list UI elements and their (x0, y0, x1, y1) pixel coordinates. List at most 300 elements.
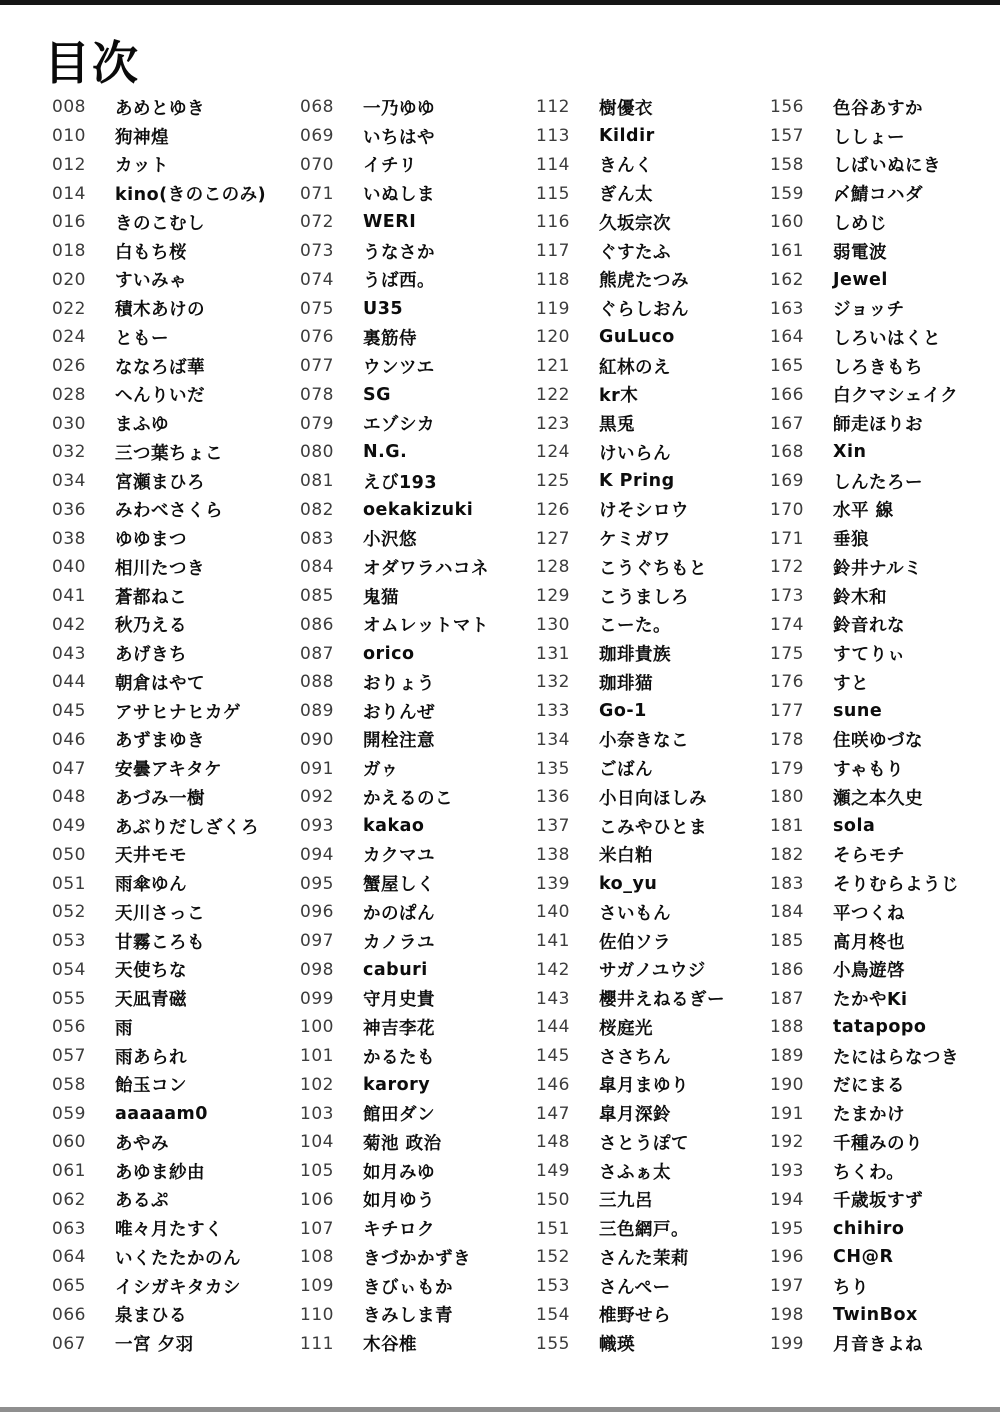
toc-entry (536, 898, 781, 927)
entry-artist-name: すてりぃ (833, 645, 906, 666)
entry-artist-name: きんく (599, 156, 653, 177)
entry-artist-name: ちくわ。 (833, 1162, 905, 1183)
entry-page-number: 053 (52, 931, 86, 952)
toc-entry (300, 754, 545, 783)
entry-page-number: 179 (770, 758, 804, 779)
entry-page-number: 105 (300, 1161, 334, 1182)
entry-artist-name: 小鳥遊啓 (833, 961, 905, 982)
entry-page-number: 141 (536, 931, 570, 952)
entry-artist-name: caburi (363, 959, 428, 980)
entry-artist-name: GuLuco (599, 327, 675, 348)
toc-entry (52, 1243, 297, 1272)
toc-entry (300, 1329, 545, 1358)
entry-artist-name: さいもん (599, 903, 671, 924)
toc-column-4 (770, 93, 1000, 1358)
toc-entry (300, 611, 545, 640)
entry-artist-name: こーた。 (599, 616, 671, 637)
toc-entry (770, 323, 1000, 352)
toc-entry (300, 898, 545, 927)
entry-page-number: 056 (52, 1017, 86, 1038)
entry-page-number: 164 (770, 327, 804, 348)
entry-artist-name: あやみ (115, 1133, 169, 1154)
toc-entry (770, 409, 1000, 438)
toc-entry (52, 1071, 297, 1100)
toc-entry (52, 1301, 297, 1330)
entry-page-number: 169 (770, 471, 804, 492)
toc-entry (536, 1157, 781, 1186)
entry-artist-name: 木谷椎 (363, 1335, 417, 1356)
entry-artist-name: へんりいだ (115, 386, 205, 407)
toc-entry (536, 611, 781, 640)
toc-entry (300, 237, 545, 266)
toc-entry (300, 323, 545, 352)
entry-page-number: 160 (770, 212, 804, 233)
toc-entry (770, 1329, 1000, 1358)
entry-page-number: 148 (536, 1132, 570, 1153)
toc-entry (536, 409, 781, 438)
entry-page-number: 081 (300, 471, 334, 492)
entry-artist-name: キチロク (363, 1220, 435, 1241)
toc-entry (52, 898, 297, 927)
toc-entry (52, 1099, 297, 1128)
entry-artist-name: 佐伯ソラ (599, 932, 671, 953)
entry-artist-name: 千歳坂すず (833, 1191, 924, 1212)
entry-page-number: 194 (770, 1189, 804, 1210)
entry-artist-name: 守月史貴 (363, 990, 435, 1011)
entry-page-number: 121 (536, 356, 570, 377)
entry-artist-name: 住咲ゆづな (833, 731, 923, 752)
entry-artist-name: アサヒナヒカゲ (115, 702, 241, 723)
entry-artist-name: さんぺー (599, 1277, 671, 1298)
toc-entry (52, 323, 297, 352)
toc-entry (536, 93, 781, 122)
entry-artist-name: 一乃ゆゆ (363, 98, 435, 119)
entry-page-number: 024 (52, 327, 86, 348)
entry-artist-name: こうぐちもと (599, 558, 707, 579)
entry-artist-name: いくたたかのん (115, 1248, 241, 1269)
toc-entry (300, 381, 545, 410)
toc-entry (536, 697, 781, 726)
entry-page-number: 069 (300, 126, 334, 147)
entry-page-number: 199 (770, 1333, 804, 1354)
toc-entry (300, 151, 545, 180)
toc-entry (770, 467, 1000, 496)
entry-page-number: 032 (52, 442, 86, 463)
entry-page-number: 028 (52, 384, 86, 405)
entry-page-number: 132 (536, 672, 570, 693)
entry-page-number: 072 (300, 212, 334, 233)
entry-artist-name: しめじ (833, 213, 887, 234)
entry-artist-name: うなさか (363, 242, 435, 263)
entry-page-number: 110 (300, 1304, 334, 1325)
entry-artist-name: 櫻井えねるぎー (599, 990, 725, 1011)
entry-artist-name: 皐月深鈴 (599, 1105, 671, 1126)
toc-entry (770, 697, 1000, 726)
entry-page-number: 026 (52, 356, 86, 377)
entry-artist-name: kino(きのこのみ) (115, 185, 267, 206)
entry-artist-name: あづみ一樹 (115, 788, 205, 809)
entry-artist-name: イチリ (363, 156, 417, 177)
entry-artist-name: 開栓注意 (363, 731, 435, 752)
entry-page-number: 142 (536, 959, 570, 980)
entry-page-number: 196 (770, 1247, 804, 1268)
toc-entry (300, 93, 545, 122)
toc-entry (770, 956, 1000, 985)
entry-page-number: 079 (300, 413, 334, 434)
toc-entry (536, 1013, 781, 1042)
entry-page-number: 042 (52, 614, 86, 635)
entry-artist-name: 千種みのり (833, 1133, 923, 1154)
entry-page-number: 143 (536, 988, 570, 1009)
entry-artist-name: ししょー (833, 127, 905, 148)
entry-artist-name: 三九呂 (599, 1191, 653, 1212)
entry-artist-name: Kildir (599, 126, 655, 147)
entry-page-number: 038 (52, 528, 86, 549)
entry-page-number: 112 (536, 97, 570, 118)
toc-entry (52, 553, 297, 582)
entry-page-number: 182 (770, 844, 804, 865)
toc-entry (536, 208, 781, 237)
toc-entry (300, 122, 545, 151)
entry-page-number: 137 (536, 816, 570, 837)
toc-entry (536, 151, 781, 180)
toc-entry (770, 611, 1000, 640)
entry-page-number: 174 (770, 614, 804, 635)
entry-artist-name: ko_yu (599, 873, 658, 894)
toc-entry (536, 553, 781, 582)
entry-artist-name: おりょう (363, 673, 435, 694)
entry-artist-name: 一宮 夕羽 (115, 1335, 194, 1356)
toc-entry (300, 783, 545, 812)
entry-page-number: 177 (770, 701, 804, 722)
toc-entry (52, 208, 297, 237)
entry-page-number: 036 (52, 499, 86, 520)
toc-entry (52, 496, 297, 525)
entry-page-number: 191 (770, 1103, 804, 1124)
entry-page-number: 168 (770, 442, 804, 463)
entry-artist-name: 白もち桜 (115, 242, 187, 263)
entry-artist-name: 天凪青磁 (115, 990, 187, 1011)
entry-artist-name: いぬしま (363, 185, 435, 206)
entry-page-number: 165 (770, 356, 804, 377)
entry-page-number: 134 (536, 729, 570, 750)
toc-entry (52, 1157, 297, 1186)
toc-entry (536, 323, 781, 352)
toc-entry (770, 1301, 1000, 1330)
toc-entry (536, 122, 781, 151)
entry-artist-name: 鬼猫 (363, 587, 399, 608)
entry-artist-name: けそシロウ (599, 501, 689, 522)
entry-artist-name: ごばん (599, 760, 653, 781)
entry-artist-name: U35 (363, 298, 404, 319)
entry-artist-name: 三つ葉ちょこ (115, 443, 223, 464)
toc-entry (536, 1214, 781, 1243)
entry-artist-name: 雨あられ (115, 1047, 187, 1068)
entry-artist-name: あめとゆき (115, 98, 205, 119)
entry-page-number: 147 (536, 1103, 570, 1124)
entry-page-number: 080 (300, 442, 334, 463)
entry-page-number: 118 (536, 269, 570, 290)
toc-entry (300, 956, 545, 985)
entry-page-number: 082 (300, 499, 334, 520)
entry-artist-name: 水平 線 (833, 501, 894, 522)
toc-entry (536, 1071, 781, 1100)
entry-artist-name: chihiro (833, 1218, 905, 1239)
entry-page-number: 157 (770, 126, 804, 147)
entry-page-number: 101 (300, 1046, 334, 1067)
entry-artist-name: きのこむし (115, 213, 205, 234)
entry-page-number: 115 (536, 183, 570, 204)
entry-page-number: 054 (52, 959, 86, 980)
entry-page-number: 010 (52, 126, 86, 147)
entry-artist-name: サガノユウジ (599, 961, 706, 982)
entry-page-number: 030 (52, 413, 86, 434)
entry-artist-name: 熊虎たつみ (599, 271, 689, 292)
entry-page-number: 077 (300, 356, 334, 377)
entry-page-number: 041 (52, 586, 86, 607)
entry-page-number: 049 (52, 816, 86, 837)
entry-page-number: 063 (52, 1218, 86, 1239)
toc-entry (52, 668, 297, 697)
entry-artist-name: そりむらようじ (833, 875, 959, 896)
toc-entry (300, 496, 545, 525)
toc-entry (52, 1042, 297, 1071)
entry-artist-name: 宮瀬まひろ (115, 472, 205, 493)
toc-entry (300, 266, 545, 295)
toc-entry (770, 1099, 1000, 1128)
entry-artist-name: すと (833, 673, 869, 694)
entry-page-number: 094 (300, 844, 334, 865)
toc-entry (300, 1186, 545, 1215)
entry-page-number: 104 (300, 1132, 334, 1153)
entry-artist-name: ささちん (599, 1047, 671, 1068)
toc-entry (52, 524, 297, 553)
entry-page-number: 048 (52, 787, 86, 808)
entry-artist-name: 天井モモ (115, 846, 187, 867)
toc-entry (300, 1042, 545, 1071)
entry-page-number: 014 (52, 183, 86, 204)
toc-entry (536, 179, 781, 208)
toc-column-1 (52, 93, 297, 1358)
entry-artist-name: ガゥ (363, 760, 399, 781)
toc-entry (536, 1301, 781, 1330)
toc-entry (300, 582, 545, 611)
entry-page-number: 074 (300, 269, 334, 290)
entry-artist-name: すゃもり (833, 760, 904, 781)
entry-artist-name: 安曇アキタケ (115, 760, 223, 781)
toc-entry (52, 1186, 297, 1215)
entry-artist-name: 平つくね (833, 903, 905, 924)
entry-page-number: 060 (52, 1132, 86, 1153)
toc-entry (300, 352, 545, 381)
toc-entry (770, 1186, 1000, 1215)
entry-artist-name: 瀬之本久史 (833, 788, 923, 809)
toc-entry (536, 381, 781, 410)
entry-page-number: 156 (770, 97, 804, 118)
toc-entry (770, 726, 1000, 755)
entry-page-number: 122 (536, 384, 570, 405)
entry-artist-name: かえるのこ (363, 788, 453, 809)
toc-entry (300, 1099, 545, 1128)
toc-entry (770, 93, 1000, 122)
toc-entry (300, 524, 545, 553)
entry-page-number: 106 (300, 1189, 334, 1210)
entry-artist-name: 椎野せら (599, 1306, 671, 1327)
entry-artist-name: 鈴井ナルミ (833, 558, 923, 579)
bottom-edge-bar (0, 1407, 1000, 1412)
toc-entry (770, 1042, 1000, 1071)
toc-entry (536, 1243, 781, 1272)
toc-entry (52, 122, 297, 151)
toc-entry (52, 869, 297, 898)
entry-artist-name: いちはや (363, 127, 435, 148)
toc-entry (300, 553, 545, 582)
entry-page-number: 116 (536, 212, 570, 233)
entry-artist-name: SG (363, 384, 391, 405)
entry-page-number: 138 (536, 844, 570, 865)
toc-entry (52, 812, 297, 841)
toc-entry (536, 783, 781, 812)
entry-artist-name: 黒兎 (599, 415, 635, 436)
entry-artist-name: だにまる (833, 1076, 905, 1097)
toc-entry (536, 869, 781, 898)
entry-artist-name: ななろば華 (115, 357, 205, 378)
toc-entry (300, 208, 545, 237)
toc-entry (300, 841, 545, 870)
toc-entry (770, 352, 1000, 381)
entry-page-number: 159 (770, 183, 804, 204)
toc-entry (536, 639, 781, 668)
entry-artist-name: 白クマシェイク (833, 386, 959, 407)
entry-artist-name: こうましろ (599, 587, 689, 608)
entry-artist-name: ケミガワ (599, 530, 671, 551)
entry-artist-name: 唯々月たすく (115, 1220, 223, 1241)
entry-page-number: 186 (770, 959, 804, 980)
toc-entry (300, 438, 545, 467)
toc-entry (52, 151, 297, 180)
entry-page-number: 034 (52, 471, 86, 492)
entry-page-number: 126 (536, 499, 570, 520)
entry-page-number: 057 (52, 1046, 86, 1067)
entry-artist-name: Jewel (833, 269, 888, 290)
entry-page-number: 050 (52, 844, 86, 865)
entry-page-number: 185 (770, 931, 804, 952)
entry-page-number: 062 (52, 1189, 86, 1210)
entry-page-number: 117 (536, 241, 570, 262)
toc-entry (300, 927, 545, 956)
toc-entry (300, 179, 545, 208)
entry-artist-name: 米白粕 (599, 846, 653, 867)
entry-artist-name: けいらん (599, 443, 671, 464)
entry-artist-name: 樹優衣 (599, 98, 653, 119)
toc-entry (536, 352, 781, 381)
top-edge-bar (0, 0, 1000, 5)
toc-entry (770, 984, 1000, 1013)
toc-entry (300, 1243, 545, 1272)
entry-page-number: 183 (770, 873, 804, 894)
entry-artist-name: かるたも (363, 1047, 435, 1068)
entry-page-number: 071 (300, 183, 334, 204)
entry-artist-name: ジョッチ (833, 300, 905, 321)
entry-page-number: 095 (300, 873, 334, 894)
entry-page-number: 133 (536, 701, 570, 722)
entry-artist-name: カクマユ (363, 846, 435, 867)
toc-entry (300, 1301, 545, 1330)
entry-page-number: 092 (300, 787, 334, 808)
toc-entry (770, 208, 1000, 237)
entry-artist-name: オムレットマト (363, 616, 489, 637)
entry-page-number: 149 (536, 1161, 570, 1182)
entry-page-number: 066 (52, 1304, 86, 1325)
entry-artist-name: きづかかずき (363, 1248, 471, 1269)
entry-artist-name: sola (833, 816, 876, 837)
entry-artist-name: ウンツエ (363, 357, 435, 378)
toc-entry (300, 1272, 545, 1301)
toc-entry (770, 812, 1000, 841)
entry-page-number: 086 (300, 614, 334, 635)
entry-page-number: 188 (770, 1017, 804, 1038)
entry-page-number: 175 (770, 643, 804, 664)
entry-page-number: 153 (536, 1276, 570, 1297)
toc-entry (300, 467, 545, 496)
toc-entry (52, 409, 297, 438)
entry-artist-name: WERI (363, 212, 417, 233)
toc-entry (770, 1243, 1000, 1272)
entry-artist-name: 月音きよね (833, 1335, 923, 1356)
entry-artist-name: orico (363, 643, 415, 664)
entry-artist-name: 髙月柊也 (833, 932, 905, 953)
entry-page-number: 113 (536, 126, 570, 147)
toc-entry (770, 639, 1000, 668)
entry-artist-name: あげきち (115, 645, 187, 666)
toc-entry (536, 1186, 781, 1215)
entry-artist-name: TwinBox (833, 1304, 918, 1325)
toc-entry (770, 122, 1000, 151)
entry-artist-name: kakao (363, 816, 425, 837)
entry-page-number: 119 (536, 298, 570, 319)
entry-artist-name: 幟瑛 (599, 1335, 635, 1356)
entry-artist-name: みわべさくら (115, 501, 223, 522)
entry-page-number: 127 (536, 528, 570, 549)
entry-artist-name: karory (363, 1074, 431, 1095)
entry-page-number: 198 (770, 1304, 804, 1325)
entry-page-number: 146 (536, 1074, 570, 1095)
entry-artist-name: オダワラハコネ (363, 558, 489, 579)
toc-column-3 (536, 93, 781, 1358)
entry-artist-name: sune (833, 701, 883, 722)
toc-entry (536, 467, 781, 496)
entry-artist-name: 朝倉はやて (115, 673, 205, 694)
toc-column-2 (300, 93, 545, 1358)
toc-entry (300, 1071, 545, 1100)
toc-entry (300, 984, 545, 1013)
entry-artist-name: 天使ちな (115, 961, 187, 982)
toc-entry (52, 1329, 297, 1358)
entry-page-number: 098 (300, 959, 334, 980)
toc-entry (52, 1013, 297, 1042)
entry-page-number: 151 (536, 1218, 570, 1239)
toc-entry (300, 697, 545, 726)
toc-entry (770, 869, 1000, 898)
toc-entry (52, 582, 297, 611)
entry-artist-name: ゆゆまつ (115, 530, 187, 551)
entry-page-number: 018 (52, 241, 86, 262)
toc-entry (770, 1013, 1000, 1042)
toc-entry (300, 812, 545, 841)
entry-page-number: 075 (300, 298, 334, 319)
entry-page-number: 197 (770, 1276, 804, 1297)
entry-artist-name: 小奈きなこ (599, 731, 689, 752)
